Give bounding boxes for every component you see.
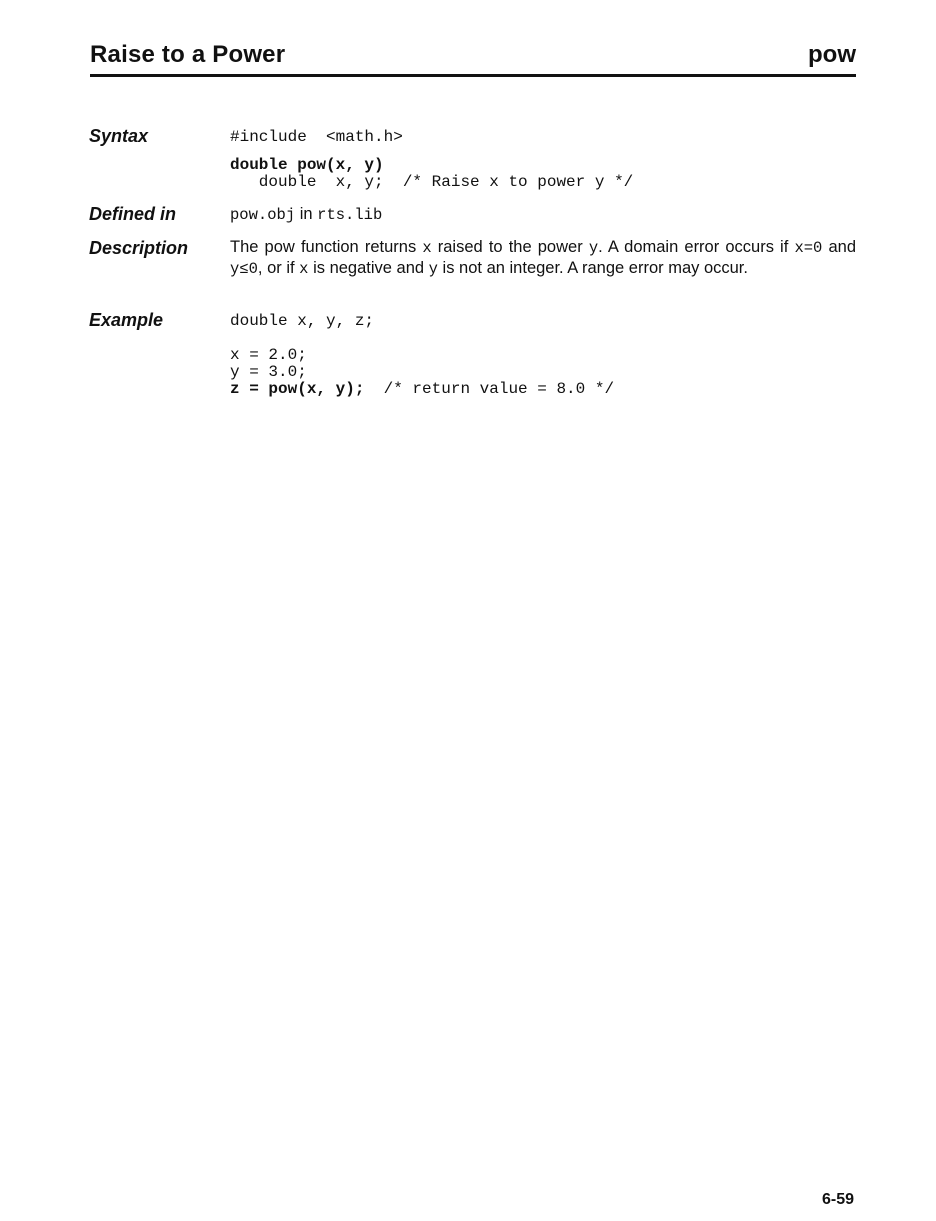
library-name: rts.lib: [317, 206, 383, 224]
description-text: The pow function returns: [230, 238, 423, 256]
page-number: 6-59: [821, 1191, 854, 1208]
example-line-y: y = 3.0;: [230, 363, 307, 381]
example-comment: /* return value = 8.0 */: [364, 380, 615, 398]
page-title: Raise to a Power: [90, 41, 286, 68]
function-name-heading: pow: [808, 41, 856, 68]
code-condition: x=0: [794, 239, 823, 257]
description-text: . A domain error occurs if: [598, 238, 795, 256]
syntax-include-line: #include <math.h>: [230, 128, 403, 146]
example-label: Example: [89, 310, 164, 330]
description-text: is not an integer. A range error may occur.: [437, 258, 748, 277]
code-x: x: [299, 259, 309, 278]
defined-in-text: [230, 205, 856, 226]
example-pow-call: z = pow(x, y);: [230, 380, 365, 398]
description-paragraph: [230, 238, 856, 279]
defined-in-connector: in: [295, 205, 318, 223]
example-line-z: [230, 381, 614, 398]
code-condition: y≤0: [230, 259, 258, 278]
example-declaration: double x, y, z;: [230, 312, 375, 330]
description-text: and: [822, 238, 856, 256]
description-label: Description: [89, 238, 189, 258]
description-text: is negative and: [308, 258, 429, 277]
object-file-name: pow.obj: [230, 206, 296, 224]
code-x: x: [422, 239, 432, 257]
example-line-x: x = 2.0;: [230, 346, 307, 364]
syntax-label: Syntax: [89, 126, 149, 146]
page-header: [90, 40, 856, 77]
code-y: y: [428, 259, 438, 278]
syntax-declaration-line: double x, y; /* Raise x to power y */: [230, 173, 634, 191]
defined-in-label: Defined in: [89, 204, 177, 224]
code-y: y: [588, 239, 599, 257]
syntax-prototype-line: [230, 157, 384, 174]
description-text: , or if: [257, 258, 300, 277]
description-text: raised to the power: [431, 238, 589, 256]
syntax-prototype-text: double pow(x, y): [230, 156, 384, 174]
